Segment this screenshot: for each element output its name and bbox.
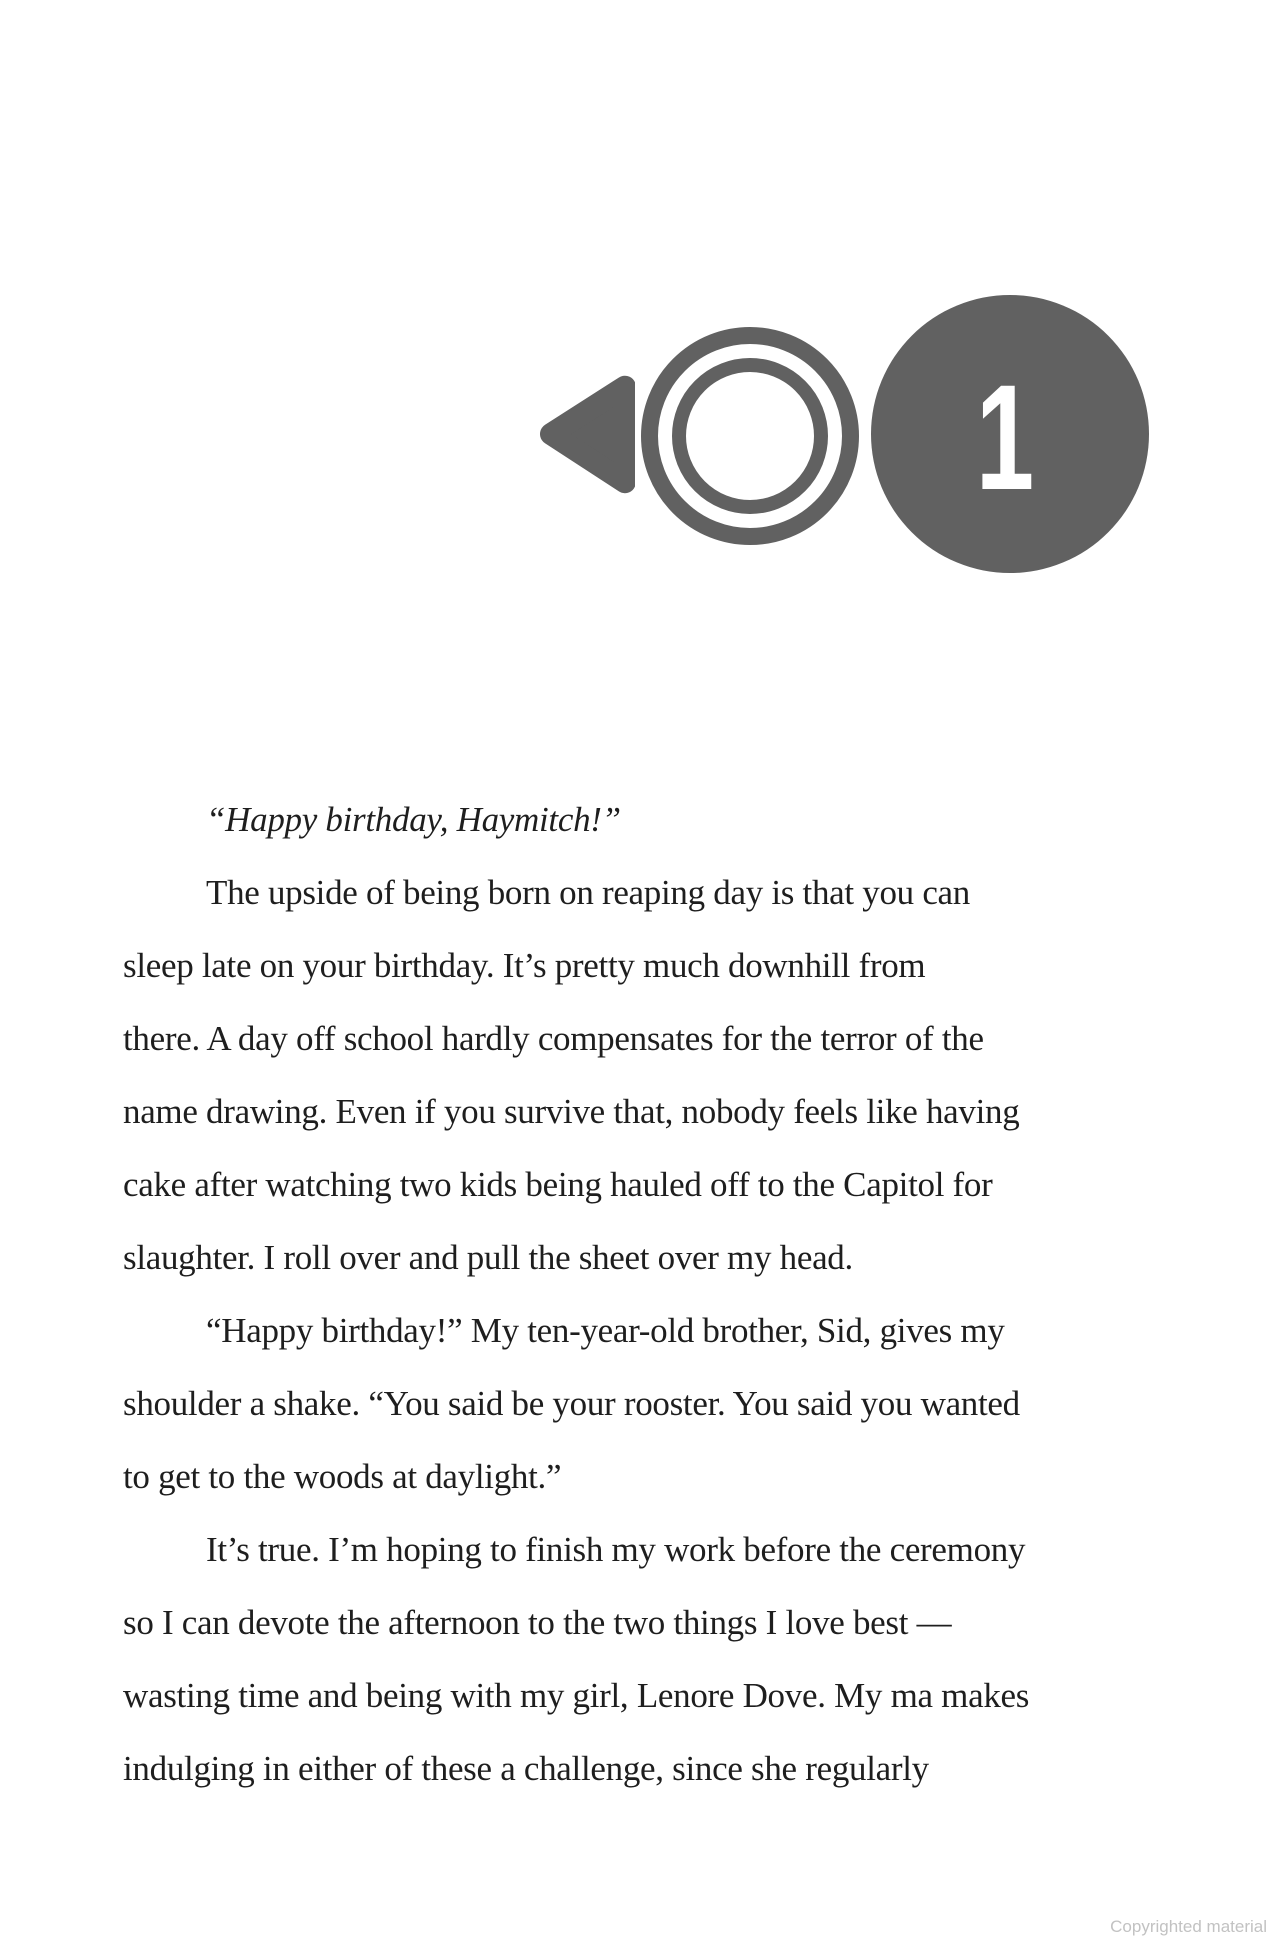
text-line: name drawing. Even if you survive that, nobody feels like having <box>123 1092 1020 1131</box>
text-line: slaughter. I roll over and pull the sheet over my head. <box>123 1238 853 1277</box>
text-line: sleep late on your birthday. It’s pretty much downhill from <box>123 946 926 985</box>
text-line: “Happy birthday, Haymitch!” <box>206 800 621 839</box>
text-line: there. A day off school hardly compensates for the terror of the <box>123 1019 984 1058</box>
text-line: shoulder a shake. “You said be your rooster. You said you wanted <box>123 1384 1020 1423</box>
text-line: wasting time and being with my girl, Lenore Dove. My ma makes <box>123 1676 1030 1715</box>
text-line: “Happy birthday!” My ten-year-old brother, Sid, gives my <box>206 1311 1005 1350</box>
inner-ring-icon <box>672 358 828 514</box>
text-line: cake after watching two kids being hauled off to the Capitol for <box>123 1165 993 1204</box>
text-line: indulging in either of these a challenge, since she regularly <box>123 1749 929 1788</box>
chapter-number-circle <box>871 295 1149 573</box>
text-line: so I can devote the afternoon to the two things I love best — <box>123 1603 952 1642</box>
watermark-label: Copyrighted material <box>1110 1917 1267 1936</box>
text-line: to get to the woods at daylight.” <box>123 1457 562 1496</box>
text-line: The upside of being born on reaping day is that you can <box>206 873 970 912</box>
chapter-number: 1 <box>975 353 1035 521</box>
text-line: It’s true. I’m hoping to finish my work before the ceremony <box>206 1530 1026 1569</box>
chapter-ornament <box>0 0 1280 620</box>
body-text <box>123 783 1193 1805</box>
left-triangle-icon <box>535 370 635 500</box>
